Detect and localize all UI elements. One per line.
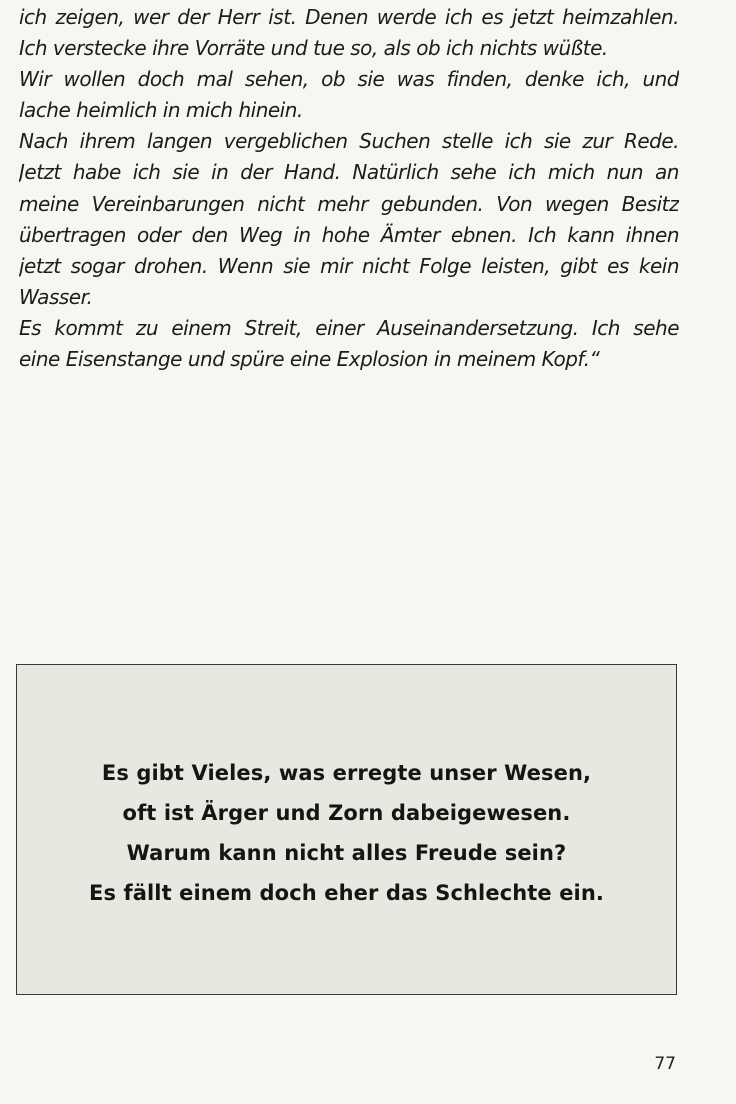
body-text (19, 2, 679, 375)
body-text-line: lache heimlich in mich hinein. (19, 98, 303, 123)
body-text-line: Es kommt zu einem Streit, einer Auseinandersetzung. Ich sehe (19, 315, 679, 340)
poem-line: Warum kann nicht alles Freude sein? (126, 841, 567, 865)
body-text-line: jetzt sogar drohen. Wenn sie mir nicht Folge leisten, gibt es kein (19, 253, 679, 278)
poem (17, 753, 676, 913)
body-text-line: übertragen oder den Weg in hohe Ämter ebnen. Ich kann ihnen (19, 222, 679, 247)
body-text-line: eine Eisenstange und spüre eine Explosion in meinem Kopf.“ (19, 347, 600, 372)
body-text-line: Nach ihrem langen vergeblichen Suchen stelle ich sie zur Rede. (19, 129, 679, 154)
body-text-line: Ich verstecke ihre Vorräte und tue so, als ob ich nichts wüßte. (19, 36, 608, 61)
poem-line: oft ist Ärger und Zorn dabeigewesen. (122, 801, 571, 825)
poem-box (16, 664, 677, 995)
page-number: 77 (654, 1054, 676, 1074)
body-text-line: Jetzt habe ich sie in der Hand. Natürlich sehe ich mich nun an (19, 160, 679, 185)
body-text-line: Wir wollen doch mal sehen, ob sie was finden, denke ich, und (19, 67, 679, 92)
poem-line: Es fällt einem doch eher das Schlechte ein. (89, 881, 604, 905)
body-text-line: Wasser. (19, 284, 93, 309)
body-text-line: ich zeigen, wer der Herr ist. Denen werde ich es jetzt heimzahlen. (19, 5, 679, 29)
poem-line: Es gibt Vieles, was erregte unser Wesen, (101, 761, 592, 785)
body-text-line: meine Vereinbarungen nicht mehr gebunden. Von wegen Besitz (19, 191, 679, 216)
